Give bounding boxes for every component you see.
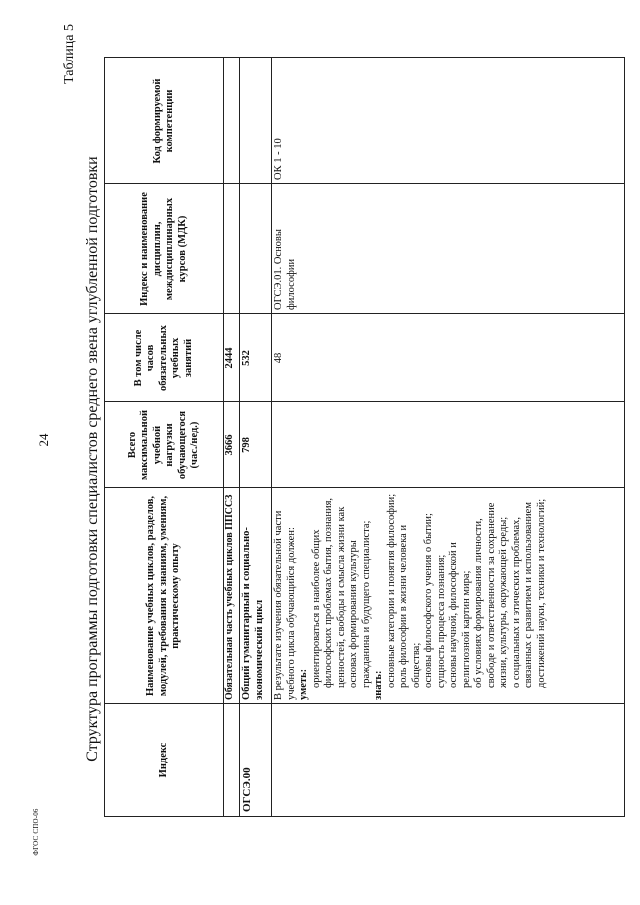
requirement-line: об условиях формирования личности, свободе и ответственности за сохранение жизни, культуры, окружающей среды; bbox=[473, 502, 509, 688]
header-index: Индекс bbox=[157, 742, 169, 778]
row-mandatory-name: Обязательная часть учебных циклов ППССЗ bbox=[224, 494, 235, 700]
row-mandatory-max-load: 3666 bbox=[224, 434, 235, 456]
header-competence: Код формируемой компетенции bbox=[151, 78, 175, 164]
row-ogse-index: ОГСЭ.00 bbox=[241, 767, 253, 812]
requirement-line: знать: bbox=[373, 670, 384, 700]
requirement-line: В результате изучения обязательной части учебного цикла обучающийся должен: bbox=[273, 510, 297, 700]
requirement-line: основы философского учения о бытии; bbox=[423, 513, 434, 688]
requirement-line: сущность процесса познания; bbox=[435, 554, 447, 688]
row-philosophy-competence: ОК 1 - 10 bbox=[273, 138, 284, 180]
row-mandatory-class-hours: 2444 bbox=[224, 347, 235, 369]
row-ogse-name: Общий гуманитарный и социально-экономический цикл bbox=[241, 527, 265, 700]
table-label: Таблица 5 bbox=[62, 24, 77, 84]
header-disciplines: Индекс и наименование дисциплин, междисциплинарных курсов (МДК) bbox=[139, 192, 188, 306]
page-number: 24 bbox=[36, 433, 51, 447]
requirement-line: уметь: bbox=[298, 668, 309, 700]
row-ogse-max-load: 798 bbox=[241, 437, 252, 453]
row-philosophy-discipline: ОГСЭ.01. Основы философии bbox=[273, 229, 297, 310]
document-title: Структура программы подготовки специалистов среднего звена углубленной подготовки bbox=[84, 156, 101, 762]
footer-code: ФГОС СПО-06 bbox=[32, 808, 40, 856]
requirement-line: ориентироваться в наиболее общих философских проблемах бытия, познания, ценностей, свободы и смысла жизни как основах формирования культуры гражданина и будущего специалиста; bbox=[310, 497, 372, 688]
header-class-hours: В том числе часов обязательных учебных занятий bbox=[132, 325, 194, 391]
requirement-line: роль философии в жизни человека и общества; bbox=[398, 524, 422, 688]
requirement-line: о социальных и этических проблемах, связанных с развитием и использованием достижений науки, техники и технологий; bbox=[510, 498, 547, 688]
header-max-load: Всего максимальной учебной нагрузки обучающегося (час./нед.) bbox=[126, 409, 200, 481]
requirements-text bbox=[271, 488, 626, 704]
requirement-line: основы научной, философской и религиозной картин мира; bbox=[448, 542, 472, 688]
structure-table bbox=[104, 57, 625, 817]
header-name: Наименование учебных циклов, разделов, модулей, требования к знаниям, умениям, практическому опыту bbox=[145, 495, 182, 697]
row-philosophy-class-hours: 48 bbox=[273, 352, 284, 364]
requirement-line: основные категории и понятия философии; bbox=[385, 493, 397, 688]
row-ogse-class-hours: 532 bbox=[241, 350, 252, 366]
